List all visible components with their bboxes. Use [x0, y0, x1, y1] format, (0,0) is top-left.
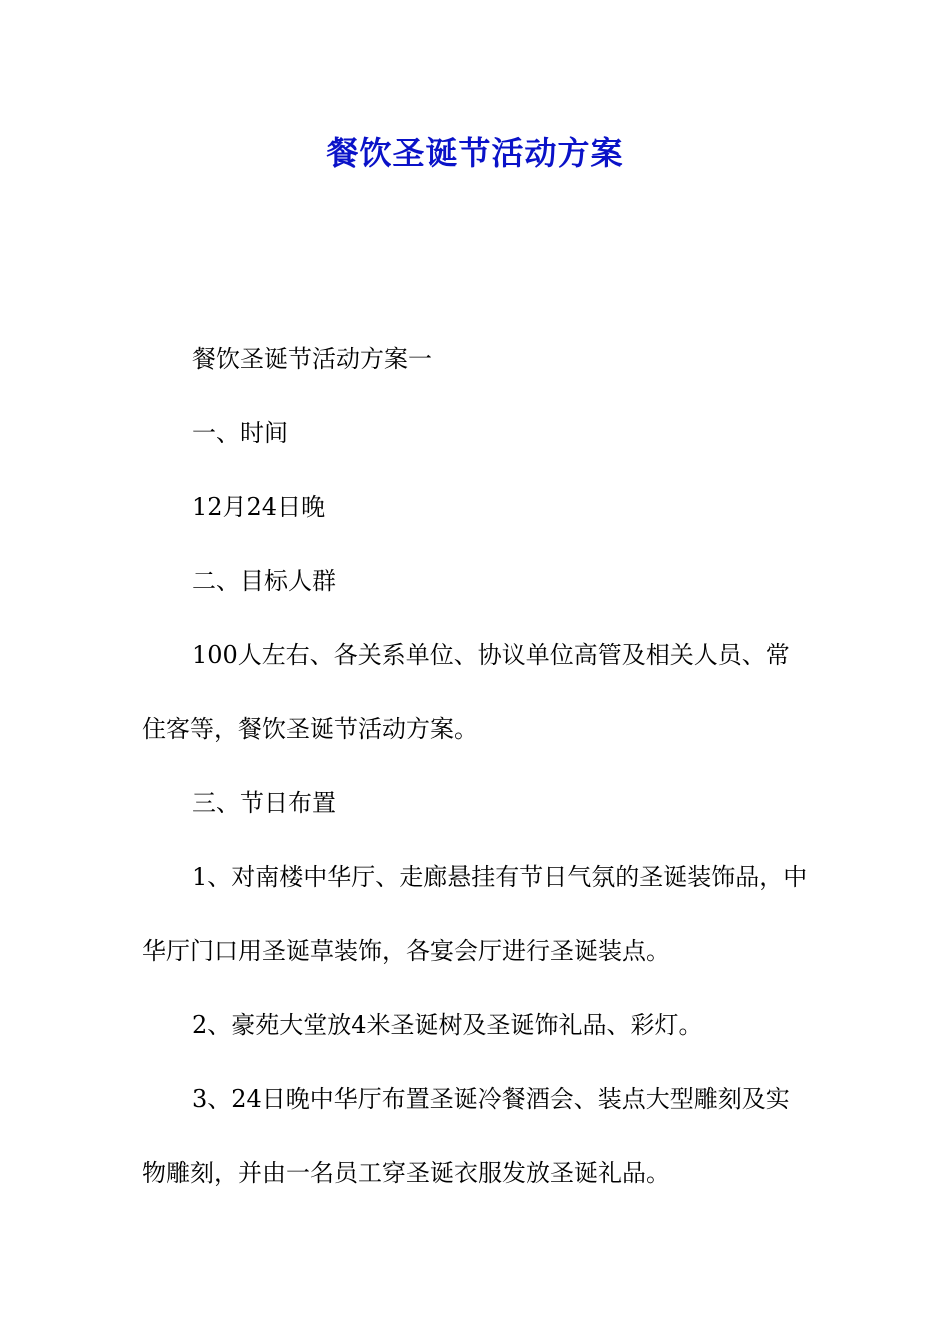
paragraph-line: 餐饮圣诞节活动方案一	[192, 345, 432, 373]
paragraph-line: 华厅门口用圣诞草装饰，各宴会厅进行圣诞装点。	[142, 937, 670, 965]
paragraph-line: 2、豪苑大堂放4米圣诞树及圣诞饰礼品、彩灯。	[192, 1011, 703, 1039]
paragraph-decoration-item-3	[142, 1062, 822, 1210]
paragraph-line: 1、对南楼中华厅、走廊悬挂有节日气氛的圣诞装饰品，中	[192, 863, 808, 891]
paragraph-line: 3、24日晚中华厅布置圣诞冷餐酒会、装点大型雕刻及实	[192, 1085, 790, 1113]
paragraph-decoration-item-1	[142, 840, 822, 988]
paragraph-line: 100人左右、各关系单位、协议单位高管及相关人员、常	[192, 641, 790, 669]
paragraph-decoration-item-2	[142, 988, 822, 1062]
paragraph-line: 物雕刻，并由一名员工穿圣诞衣服发放圣诞礼品。	[142, 1159, 670, 1187]
document-title: 餐饮圣诞节活动方案	[326, 134, 624, 172]
paragraph-line: 二、目标人群	[192, 567, 336, 595]
paragraph-line: 住客等，餐饮圣诞节活动方案。	[142, 715, 478, 743]
paragraph-line: 三、节日布置	[192, 789, 336, 817]
paragraph-audience-detail	[142, 618, 822, 766]
paragraph-line: 12月24日晚	[192, 493, 326, 521]
paragraph-date	[142, 470, 822, 544]
paragraph-section-decoration	[142, 766, 822, 840]
paragraph-section-audience	[142, 544, 822, 618]
paragraph-line: 一、时间	[192, 419, 288, 447]
paragraph-section-time	[142, 396, 822, 470]
paragraph-plan-heading	[142, 322, 822, 396]
